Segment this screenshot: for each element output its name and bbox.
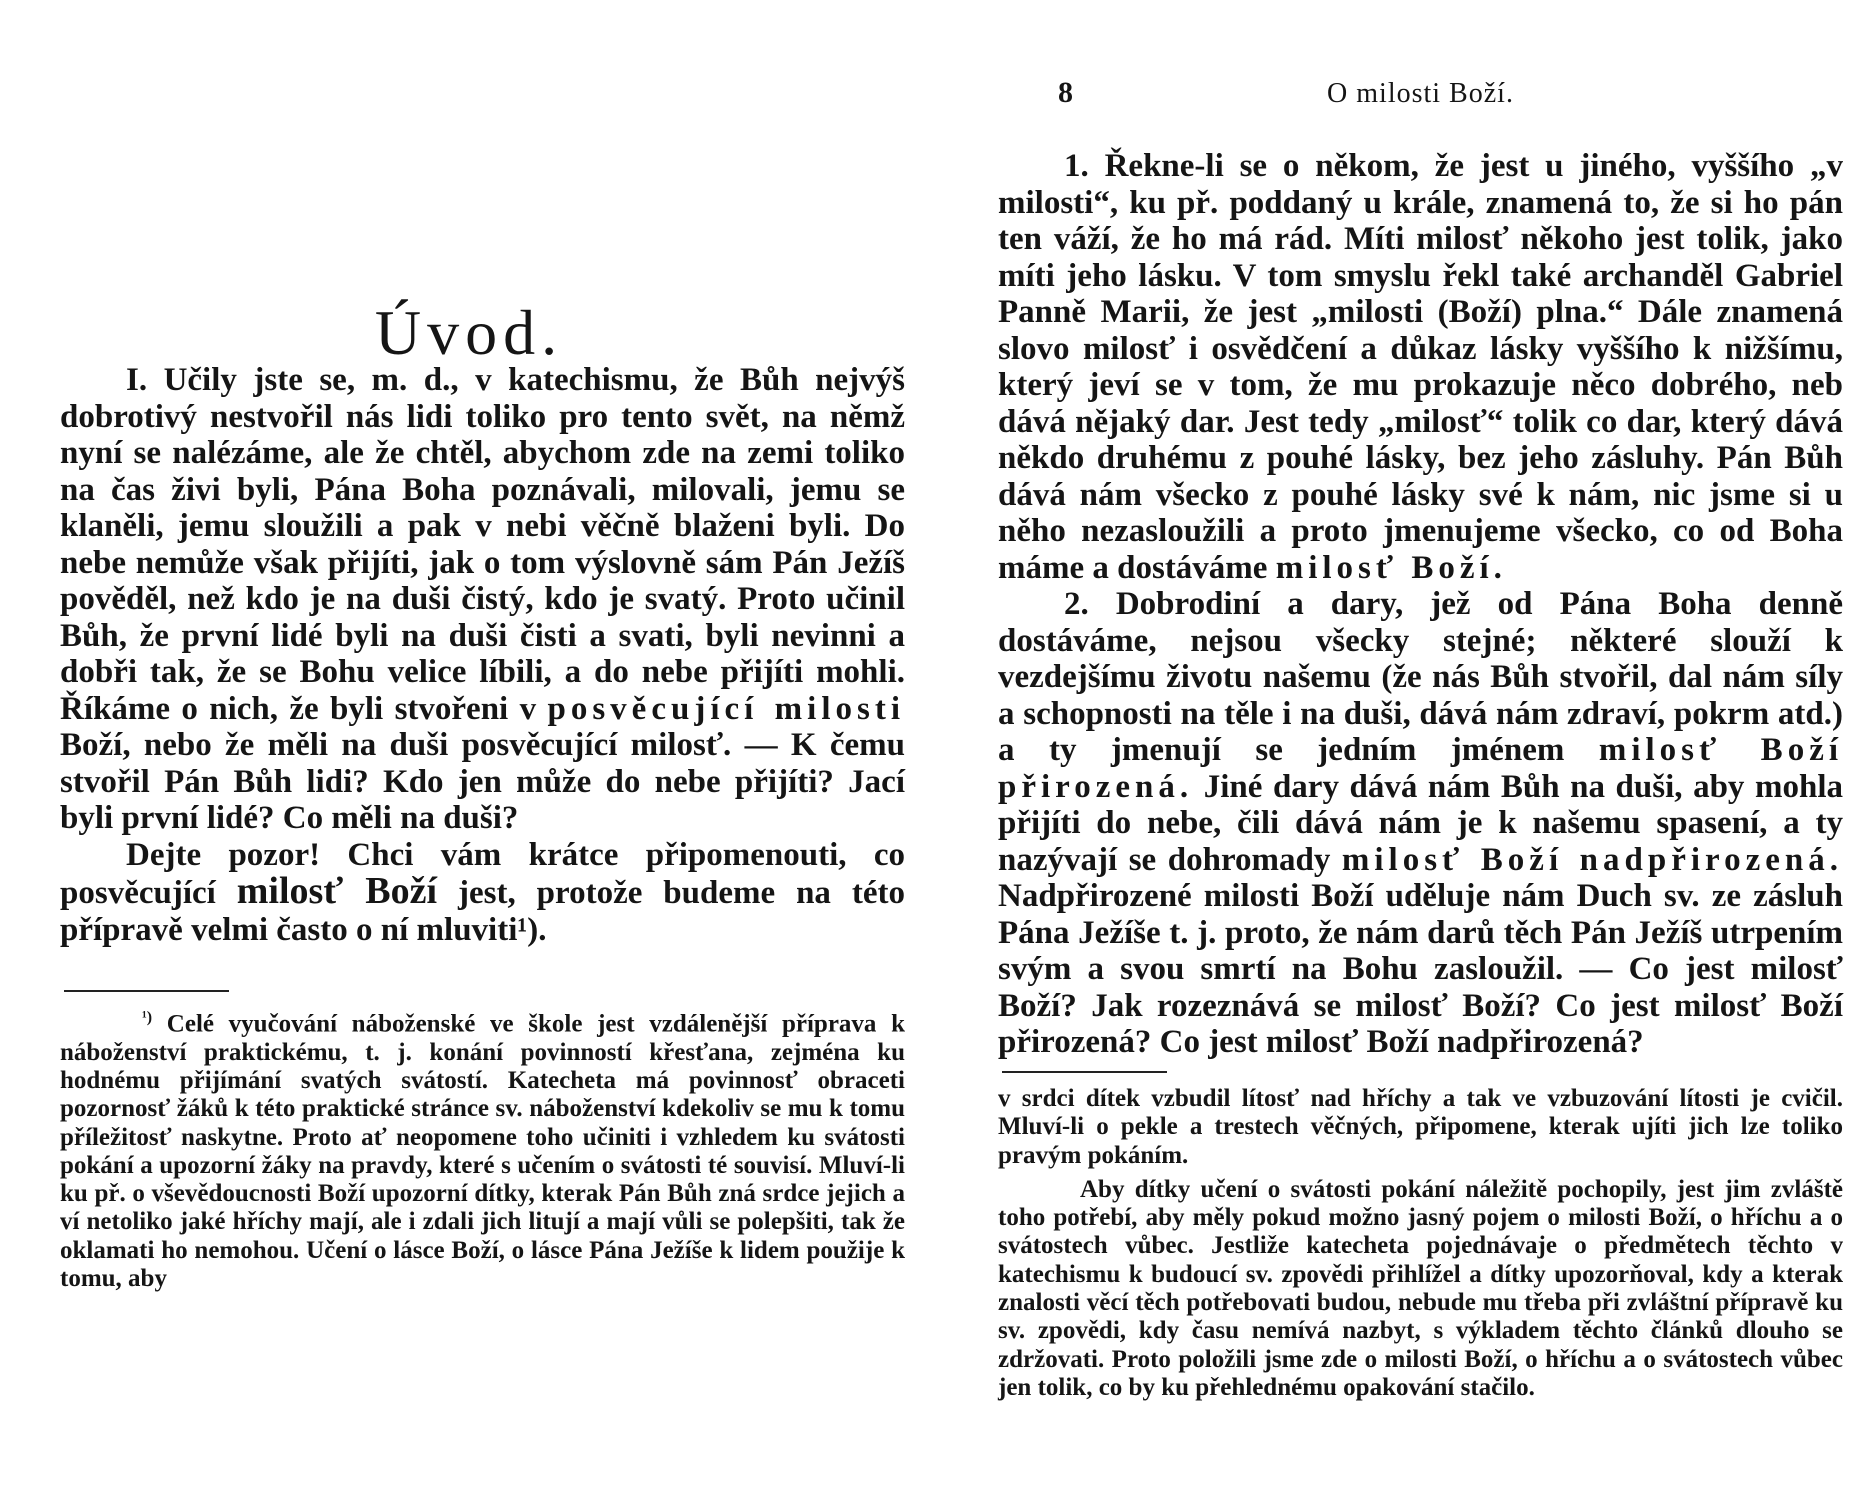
right-footnote bbox=[998, 1085, 1843, 1402]
footnote-divider-right bbox=[1002, 1071, 1167, 1073]
running-head bbox=[998, 76, 1843, 116]
left-footnote bbox=[60, 1004, 905, 1293]
attention-paragraph-end: jest, protože budeme na této přípravě velmi často o ní mluviti bbox=[60, 875, 905, 948]
intro-emphasis: posvěcující milosti bbox=[547, 690, 905, 727]
left-main-text bbox=[60, 362, 905, 948]
footnote-paragraph-2: Aby dítky učení o svátosti pokání náležitě pochopily, jest jim zvláště toho potřebí, aby měly pokud možno jasný pojem o milosti Boží, o hříchu a o svátostech vůbec. Jestliže katecheta pojednávaje o předmětech těchto v katechismu k budoucí sv. zpovědi přihlížel a dítky upozorňoval, kdy a kterak znalosti věcí těch potřebovati budou, nebude mu třeba při zvláštní přípravě ku sv. zpovědi, kdy času nemívá nazbyt, s výkladem těchto článků dlouho se zdržovati. Proto položili jsme zde o milosti Boží, o hříchu a o svátostech vůbec jen tolik, co by ku přehlednému opakování stačilo. bbox=[998, 1175, 1843, 1401]
running-head-title: O milosti Boží. bbox=[1327, 78, 1514, 109]
page-number: 8 bbox=[1058, 76, 1073, 109]
intro-paragraph-end: Boží, nebo že měli na duši posvěcující milosť. — K čemu stvořil Pán Bůh lidi? Kdo jen může do nebe přijíti? Jací byli první lidé? Co měli na duši? bbox=[60, 727, 905, 836]
grace-paragraph-2-end: Nadpřirozené milosti Boží uděluje nám Duch sv. ze zásluh Pána Ježíše t. j. proto, že nám darů těch Pán Ježíš utrpením svým a svou smrtí na Bohu zasloužil. — Co jest milosť Boží? Jak rozeznává se milosť Boží? Co jest milosť Boží přirozená? Co jest milosť Boží nadpřirozená? bbox=[998, 878, 1843, 1060]
footnote-marker: ¹) bbox=[142, 1009, 153, 1026]
grace-paragraph-1-emphasis: milosť Boží. bbox=[1275, 549, 1507, 586]
chapter-title: Úvod. bbox=[374, 296, 564, 368]
supernatural-grace-emphasis: milosť Boží nadpřirozená. bbox=[1341, 841, 1843, 878]
attention-emphasis: milosť Boží bbox=[236, 870, 438, 912]
grace-paragraph-2-mid: Jiné dary dává nám Bůh na duši, aby mohla přijíti do nebe, čili dává nám je k našemu spasení, a ty nazývají se dohromady bbox=[998, 768, 1844, 878]
grace-paragraph-1 bbox=[998, 148, 1843, 586]
attention-paragraph-start: Dejte pozor! Chci vám krátce připomenouti, co posvěcující bbox=[60, 836, 905, 911]
footnote-reference: ¹). bbox=[517, 911, 547, 948]
right-main-text bbox=[998, 148, 1843, 1061]
intro-paragraph bbox=[60, 362, 905, 837]
intro-paragraph-start: I. Učily jste se, m. d., v katechismu, že Bůh nejvýš dobrotivý nestvořil nás lidi toliko pro tento svět, na němž nyní se nalézáme, ale že chtěl, abychom zde na zemi toliko na čas živi byli, Pána Boha poznávali, milovali, jemu se klaněli, jemu sloužili a pak v nebi věčně blaženi byli. Do nebe nemůže však přijíti, jak o tom výslovně sám Pán Ježíš pověděl, než kdo je na duši čistý, kdo je svatý. Proto učinil Bůh, že první lidé byli na duši čisti a svati, byli nevinni a dobři tak, že se Bohu velice líbili, a do nebe přijíti mohli. Říkáme o nich, že byli stvořeni v bbox=[60, 362, 905, 727]
grace-paragraph-1-text: 1. Řekne-li se o někom, že jest u jiného, vyššího „v milosti“, ku př. poddaný u krále, znamená to, že si ho pán ten váží, že ho má rád. Míti milosť někoho jest tolik, jako míti jeho lásku. V tom smyslu řekl také archanděl Gabriel Panně Marii, že jest „milosti (Boží) plna.“ Dále znamená slovo milosť i osvědčení a důkaz lásky vyššího k nižšímu, který jeví se v tom, že mu prokazuje něco dobrého, neb dává nějaký dar. Jest tedy „milosť“ tolik co dar, který dává někdo druhému z pouhé lásky, bez jeho zásluhy. Pán Bůh dává nám všecko z pouhé lásky své k nám, nic jsme si u něho nezasloužili a proto jmenujeme všecko, co od Boha máme a dostáváme bbox=[998, 148, 1843, 586]
natural-grace-emphasis: milosť Boží přirozená. bbox=[998, 732, 1844, 805]
footnote-body: Celé vyučování náboženské ve škole jest vzdálenější příprava k náboženství praktickému, t. j. konání povinností křesťana, zejména ku hodnému přijímání svatých svátostí. Katecheta má povinnosť obraceti pozornosť žáků k této praktické stránce sv. náboženství kdekoliv se mu k tomu příležitosť naskytne. Proto ať neopomene toho učiniti i vzhledem ku svátosti pokání a upozorní žáky na pravdy, které s učením o svátosti té souvisí. Mluví-li ku př. o vševědoucnosti Boží upozorní dítky, kterak Pán Bůh zná srdce jejich a ví netoliko jaké hříchy mají, ale i zdali jich litují a mají vůli se polepšiti, tak že oklamati ho nemohou. Učení o lásce Boží, o lásce Pána Ježíše k lidem použije k tomu, aby bbox=[60, 1010, 905, 1292]
footnote-text bbox=[60, 1004, 905, 1293]
attention-paragraph bbox=[60, 837, 905, 949]
footnote-continuation: v srdci dítek vzbudil lítosť nad hříchy a tak ve vzbuzování lítosti je cvičil. Mluví-li o pekle a trestech věčných, připomene, kterak ujíti jich lze toliko pravým pokáním. bbox=[998, 1085, 1843, 1169]
footnote-divider bbox=[64, 990, 229, 992]
grace-paragraph-2 bbox=[998, 586, 1843, 1061]
grace-paragraph-2-start: 2. Dobrodiní a dary, jež od Pána Boha denně dostáváme, nejsou všecky stejné; některé slouží k vezdejšímu životu našemu (že nás Bůh stvořil, dal nám síly a schopnosti na těle i na duši, dává nám zdraví, pokrm atd.) a ty jmenují se jedním jménem bbox=[998, 586, 1843, 768]
right-page bbox=[938, 0, 1876, 1500]
